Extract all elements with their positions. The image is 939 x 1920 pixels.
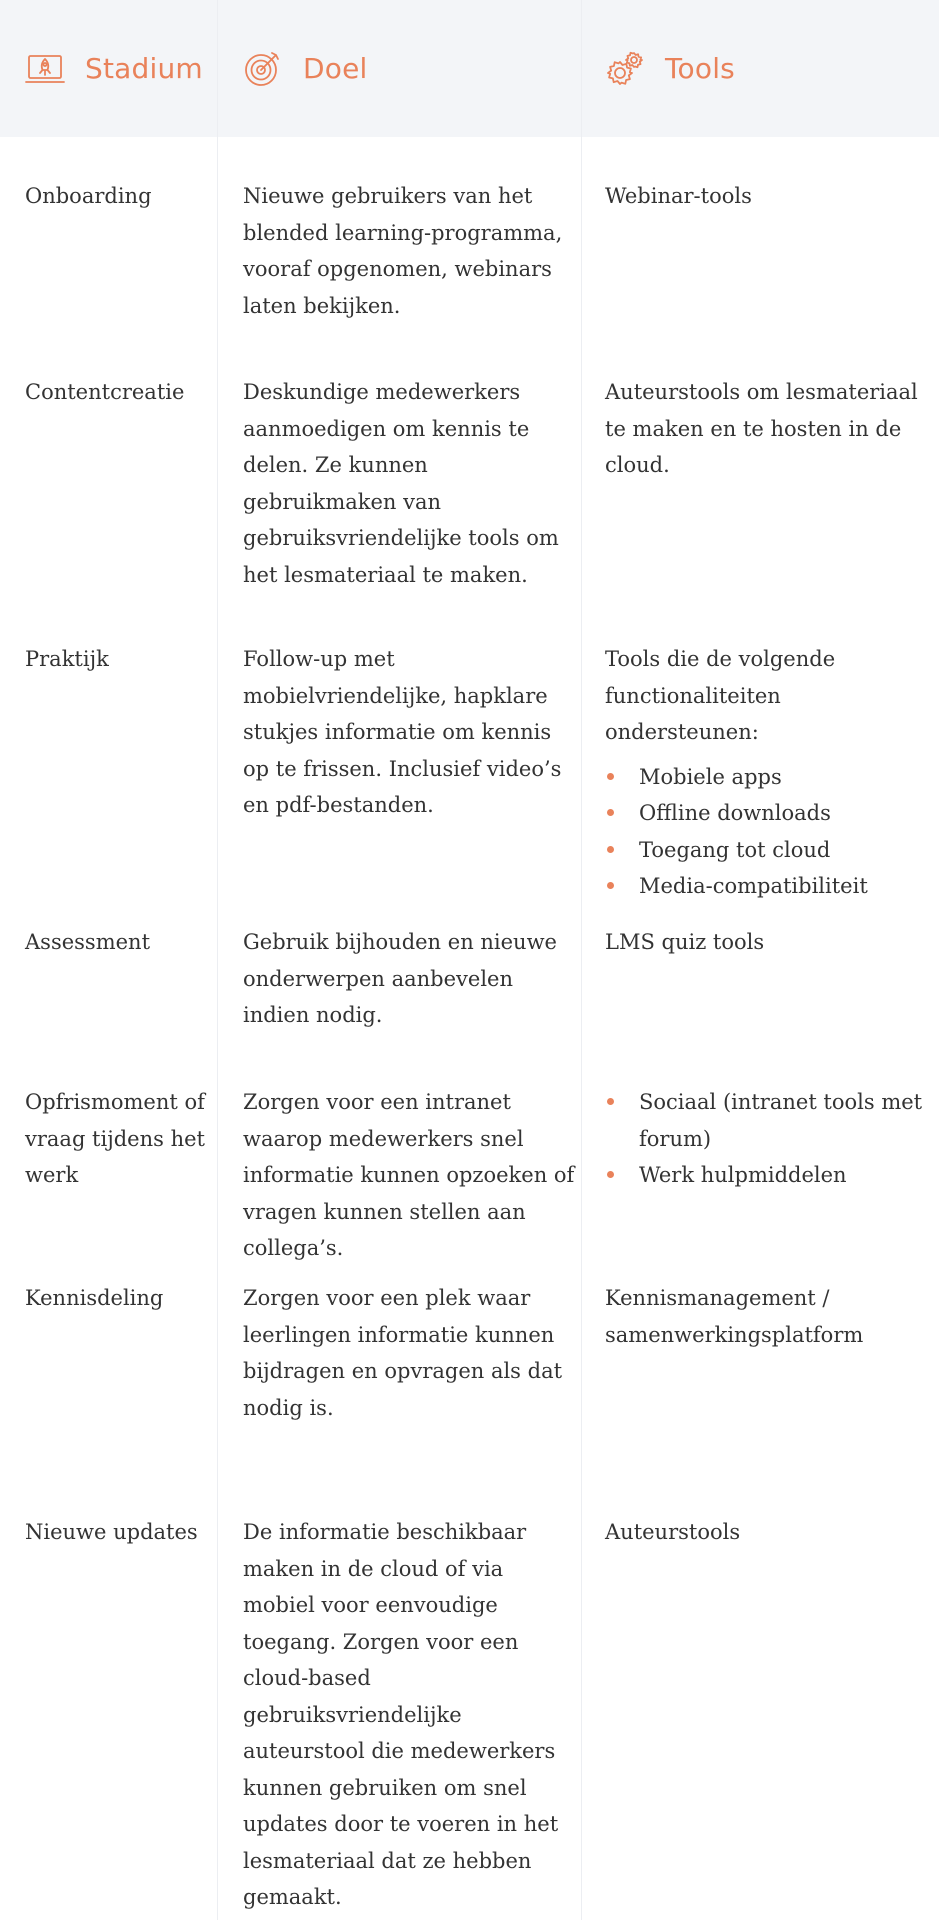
- header-tools: [605, 0, 735, 137]
- cell-stadium: Contentcreatie: [25, 380, 185, 404]
- header-tools-label: Tools: [665, 52, 735, 85]
- list-item: Offline downloads: [605, 795, 935, 832]
- column-divider: [581, 0, 582, 1920]
- cell-tools: LMS quiz tools: [605, 930, 765, 954]
- cell-tools: Kennismanagement / samenwerkingsplatform: [605, 1286, 864, 1347]
- cell-tools: Auteurstools: [605, 1520, 741, 1544]
- list-item: Mobiele apps: [605, 759, 935, 796]
- list-item: Werk hulpmiddelen: [605, 1157, 935, 1194]
- cell-doel: Deskundige medewerkers aanmoedigen om kennis te delen. Ze kunnen gebruikmaken van gebruiksvriendelijke tools om het lesmateriaal te maken.: [243, 380, 559, 587]
- column-divider: [217, 0, 218, 1920]
- gears-icon: [605, 49, 645, 89]
- header-doel: [243, 0, 368, 137]
- tools-list: [605, 1084, 935, 1194]
- cell-doel: Follow-up met mobielvriendelijke, hapklare stukjes informatie om kennis op te frissen. Inclusief video’s en pdf-bestanden.: [243, 647, 562, 817]
- cell-tools: Webinar-tools: [605, 184, 752, 208]
- rocket-laptop-icon: [25, 49, 65, 89]
- list-item: Toegang tot cloud: [605, 832, 935, 869]
- cell-tools: [605, 1084, 935, 1194]
- cell-stadium: Opfrismoment of vraag tijdens het werk: [25, 1090, 205, 1187]
- cell-tools: Auteurstools om lesmateriaal te maken en te hosten in de cloud.: [605, 380, 918, 477]
- header-stadium-label: Stadium: [85, 52, 203, 85]
- cell-doel: Gebruik bijhouden en nieuwe onderwerpen aanbevelen indien nodig.: [243, 930, 557, 1027]
- cell-doel: Nieuwe gebruikers van het blended learning-programma, vooraf opgenomen, webinars laten bekijken.: [243, 184, 563, 318]
- header-stadium: [25, 0, 203, 137]
- target-arrow-icon: [243, 49, 283, 89]
- cell-stadium: Kennisdeling: [25, 1286, 164, 1310]
- list-item: Media-compatibiliteit: [605, 868, 935, 905]
- header-doel-label: Doel: [303, 52, 368, 85]
- tools-intro: Tools die de volgende functionaliteiten ondersteunen:: [605, 647, 836, 744]
- cell-stadium: Nieuwe updates: [25, 1520, 198, 1544]
- cell-stadium: Onboarding: [25, 184, 152, 208]
- cell-doel: Zorgen voor een plek waar leerlingen informatie kunnen bijdragen en opvragen als dat nodig is.: [243, 1286, 563, 1420]
- cell-stadium: Assessment: [25, 930, 151, 954]
- tools-list: [605, 759, 935, 905]
- cell-doel: De informatie beschikbaar maken in de cloud of via mobiel voor eenvoudige toegang. Zorgen voor een cloud-based gebruiksvriendelijke auteurstool die medewerkers kunnen gebruiken om snel updates door te voeren in het lesmateriaal dat ze hebben gemaakt.: [243, 1520, 559, 1909]
- cell-stadium: Praktijk: [25, 647, 109, 671]
- cell-tools: [605, 641, 935, 905]
- cell-doel: Zorgen voor een intranet waarop medewerkers snel informatie kunnen opzoeken of vragen kunnen stellen aan collega’s.: [243, 1090, 575, 1260]
- list-item: Sociaal (intranet tools met forum): [605, 1084, 935, 1157]
